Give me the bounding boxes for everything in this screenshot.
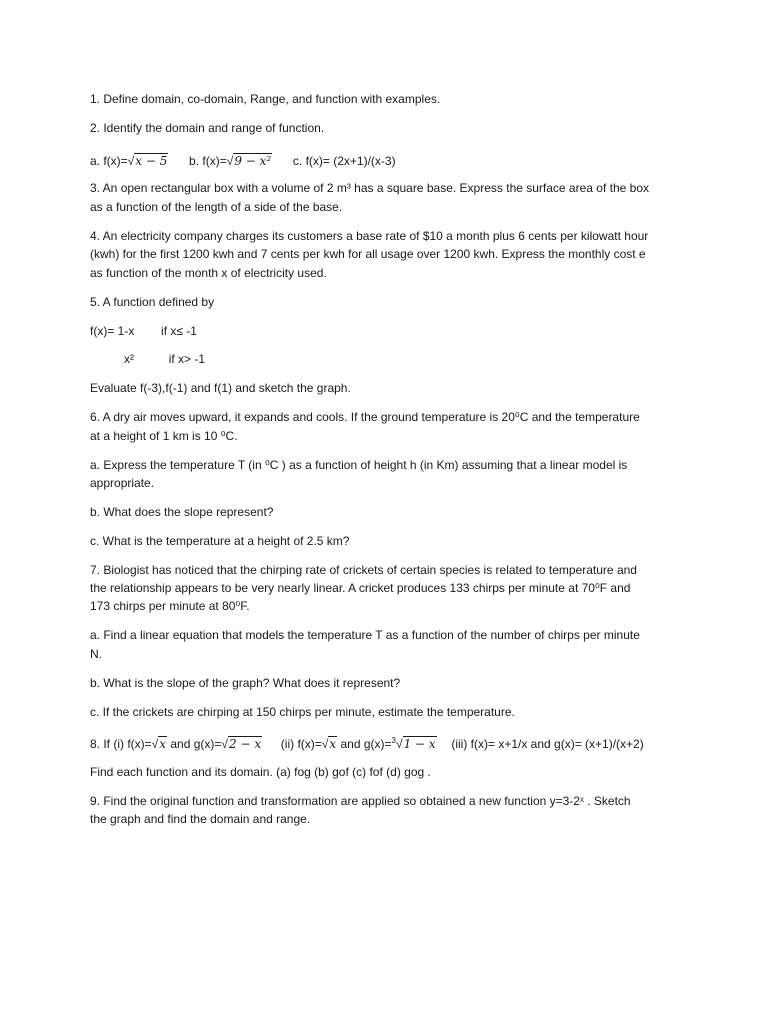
question-7-line-2: the relationship appears to be very nearly linear. A cricket produces 133 chirps per minute at 70⁰F and	[90, 581, 631, 595]
q8-part-1-prefix: 8. If (i) f(x)=√	[90, 737, 159, 751]
q2-part-a-radicand: x − 5	[135, 154, 168, 168]
question-4-line-3: as function of the month x of electricity used.	[90, 266, 327, 280]
q5-piece-1	[90, 323, 197, 339]
question-8-task: Find each function and its domain. (a) fog (b) gof (c) fof (d) gog .	[90, 765, 431, 779]
question-3-line-1: 3. An open rectangular box with a volume of 2 m³ has a square base. Express the surface area of the box	[90, 181, 649, 195]
question-6b: b. What does the slope represent?	[90, 505, 274, 519]
q8-part-1-f-radicand: x	[159, 737, 167, 751]
question-7-line-1: 7. Biologist has noticed that the chirping rate of crickets of certain species is related to temperature and	[90, 563, 637, 577]
q8-part-2-g-radicand: 1 − x	[403, 737, 436, 751]
question-2: 2. Identify the domain and range of function.	[90, 121, 325, 135]
radical-icon: √	[395, 737, 403, 751]
question-7a-line-2: N.	[90, 647, 102, 661]
question-6a-line-1: a. Express the temperature T (in ⁰C ) as a function of height h (in Km) assuming that a linear model is	[90, 458, 628, 472]
q8-part-1-mid: and g(x)=√	[167, 737, 228, 751]
q8-part-2-f-radicand: x	[329, 737, 337, 751]
q8-part-2-prefix: (ii) f(x)=√	[280, 737, 329, 751]
q2-part-c: c. f(x)= (2x+1)/(x-3)	[292, 154, 396, 168]
q8-part-1-g-radicand: 2 − x	[229, 737, 262, 751]
question-3-line-2: as a function of the length of a side of the base.	[90, 200, 343, 214]
question-5-task: Evaluate f(-3),f(-1) and f(1) and sketch the graph.	[90, 381, 351, 395]
question-9-line-1: 9. Find the original function and transformation are applied so obtained a new function y=3-2ˣ . Sketch	[90, 794, 631, 808]
q5-piece-1-lhs: f(x)= 1-x	[90, 324, 135, 338]
question-9-line-2: the graph and find the domain and range.	[90, 812, 311, 826]
question-4-line-2: (kwh) for the first 1200 kwh and 7 cents per kwh for all usage over 1200 kwh. Express the monthly cost e	[90, 247, 646, 261]
question-6-line-1: 6. A dry air moves upward, it expands and cools. If the ground temperature is 20⁰C and the temperature	[90, 410, 640, 424]
q8-part-2-mid: and g(x)=	[337, 737, 392, 751]
question-6a-line-2: appropriate.	[90, 476, 155, 490]
question-2-parts	[90, 153, 396, 169]
question-7c: c. If the crickets are chirping at 150 chirps per minute, estimate the temperature.	[90, 705, 515, 719]
question-7-line-3: 173 chirps per minute at 80⁰F.	[90, 599, 250, 613]
question-6-line-2: at a height of 1 km is 10 ⁰C.	[90, 429, 238, 443]
q2-part-b-prefix: b. f(x)=√	[189, 154, 234, 168]
q5-piece-2-condition: if x> -1	[168, 352, 206, 366]
question-5-title: 5. A function defined by	[90, 295, 215, 309]
question-7b: b. What is the slope of the graph? What does it represent?	[90, 676, 401, 690]
q8-part-3: (iii) f(x)= x+1/x and g(x)= (x+1)/(x+2)	[451, 737, 644, 751]
question-6c: c. What is the temperature at a height of 2.5 km?	[90, 534, 350, 548]
question-4-line-1: 4. An electricity company charges its customers a base rate of $10 a month plus 6 cents per kilowatt hour	[90, 229, 649, 243]
question-1: 1. Define domain, co-domain, Range, and function with examples.	[90, 92, 441, 106]
q2-part-b-radicand: 9 − x²	[234, 154, 272, 168]
question-8-parts	[90, 736, 644, 752]
q2-part-a-prefix: a. f(x)=√	[90, 154, 135, 168]
q5-piece-2-lhs: x²	[124, 352, 134, 366]
q5-piece-1-condition: if x≤ -1	[161, 324, 197, 338]
q8-part-2-root-index: 3	[391, 736, 396, 745]
q5-piece-2	[124, 351, 205, 367]
question-7a-line-1: a. Find a linear equation that models the temperature T as a function of the number of chirps per minute	[90, 628, 640, 642]
